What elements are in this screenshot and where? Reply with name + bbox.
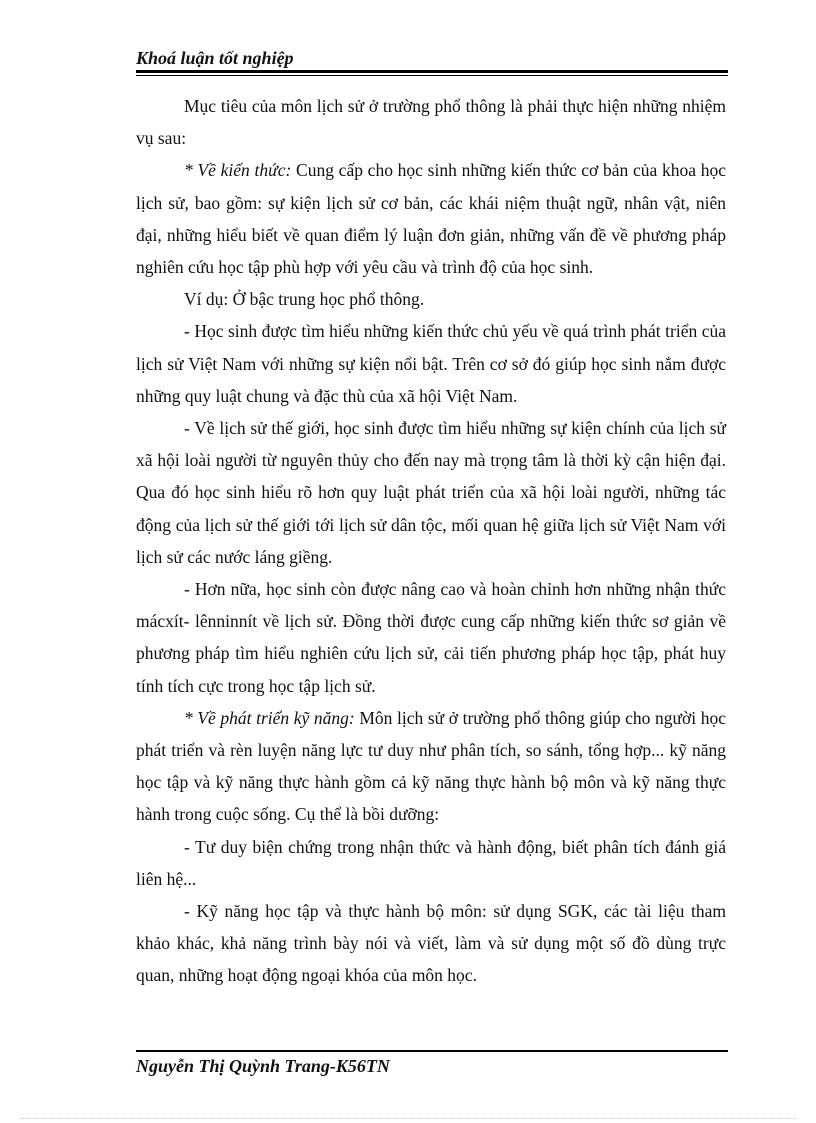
paragraph-skills xyxy=(136,702,726,831)
paragraph-study-skills: - Kỹ năng học tập và thực hành bộ môn: sử dụng SGK, các tài liệu tham khảo khác, khả năng trình bày nói và viết, làm và sử dụng một số đồ dùng trực quan, những hoạt động ngoại khóa của môn học. xyxy=(136,901,726,986)
page-footer-author: Nguyễn Thị Quỳnh Trang-K56TN xyxy=(136,1056,390,1076)
skills-label: * Về phát triển kỹ năng: xyxy=(184,707,355,728)
footer-divider xyxy=(136,1050,728,1052)
knowledge-label: * Về kiến thức: xyxy=(184,160,292,181)
page-bottom-edge xyxy=(20,1118,796,1119)
knowledge-text: Cung cấp cho học sinh những kiến thức cơ bản của khoa học lịch sử, bao gồm: sự kiện lịch sử cơ bản, các khái niệm thuật ngữ, nhân vật, niên đại, những hiểu biết về quan điểm lý luận đơn giản, những vấn đề về phương pháp nghiên cứu học tập phù hợp với yêu cầu và trình độ của học sinh. xyxy=(136,160,726,278)
paragraph-intro: Mục tiêu của môn lịch sử ở trường phổ thông là phải thực hiện những nhiệm vụ sau: xyxy=(136,96,726,149)
skills-text: Môn lịch sử ở trường phổ thông giúp cho người học phát triển và rèn luyện năng lực tư duy như phân tích, so sánh, tổng hợp... kỹ năng học tập và kỹ năng thực hành gồm cả kỹ năng thực hành bộ môn và kỹ năng thực hành trong cuộc sống. Cụ thể là bồi dưỡng: xyxy=(136,707,727,825)
paragraph-marxist: - Hơn nữa, học sinh còn được nâng cao và hoàn chỉnh hơn những nhận thức mácxít- lênninnít về lịch sử. Đồng thời được cung cấp những kiến thức sơ giản về phương pháp tìm hiểu nghiên cứu lịch sử, cải tiến phương pháp học tập, phát huy tính tích cực trong học tập lịch sử. xyxy=(136,579,726,696)
paragraph-example: Ví dụ: Ở bậc trung học phổ thông. xyxy=(184,289,425,310)
page-header-title: Khoá luận tốt nghiệp xyxy=(136,48,294,68)
paragraph-knowledge xyxy=(136,154,726,283)
paragraph-world-history: - Về lịch sử thế giới, học sinh được tìm hiểu những sự kiện chính của lịch sử xã hội loài người từ nguyên thủy cho đến nay mà trọng tâm là thời kỳ cận hiện đại. Qua đó học sinh hiểu rõ hơn quy luật phát triển của xã hội loài người, những tác động của lịch sử thế giới tới lịch sử dân tộc, mối quan hệ giữa lịch sử Việt Nam với lịch sử các nước láng giềng. xyxy=(136,418,726,567)
header-divider xyxy=(136,70,728,76)
paragraph-dialectical: - Tư duy biện chứng trong nhận thức và hành động, biết phân tích đánh giá liên hệ... xyxy=(136,836,726,889)
paragraph-vietnam-history: - Học sinh được tìm hiểu những kiến thức chủ yếu về quá trình phát triển của lịch sử Việt Nam với những sự kiện nổi bật. Trên cơ sở đó giúp học sinh nắm được những quy luật chung và đặc thù của xã hội Việt Nam. xyxy=(136,321,726,406)
document-body xyxy=(136,90,726,992)
